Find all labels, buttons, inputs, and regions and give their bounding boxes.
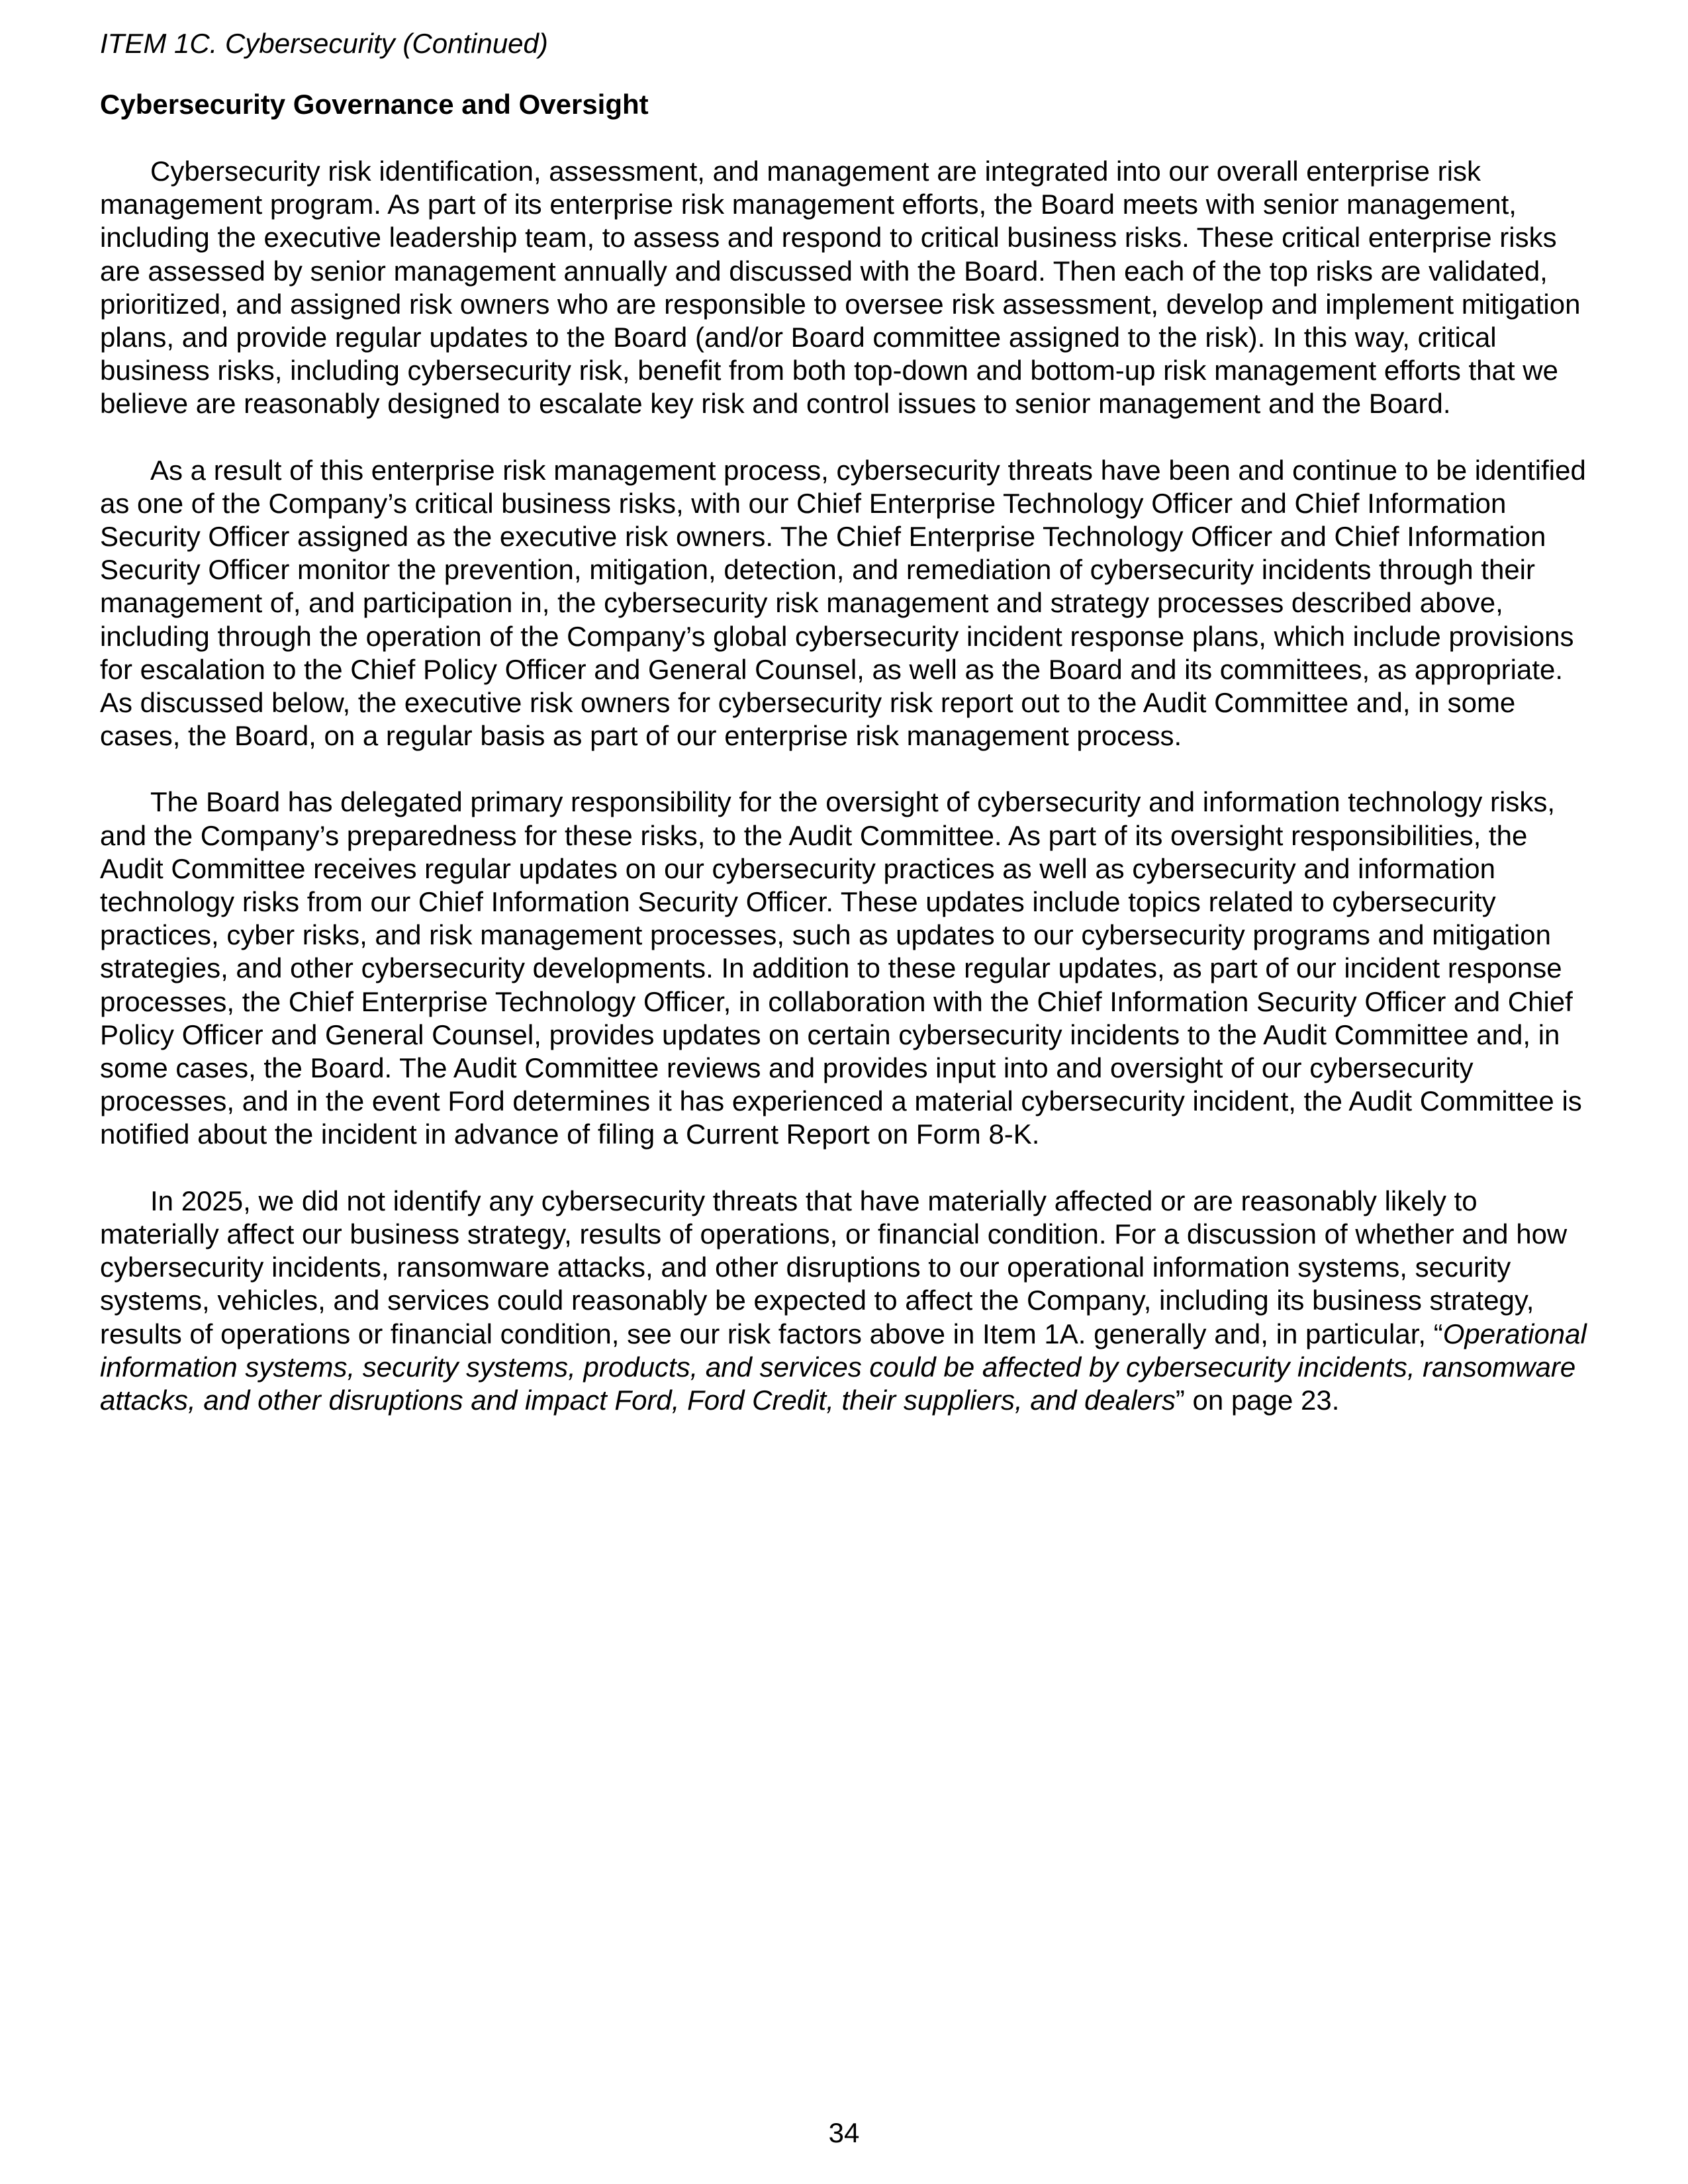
paragraph-audit-committee: The Board has delegated primary responsibility for the oversight of cybersecurity and information technology risks, and the Company’s preparedness for these risks, to the Audit Committee. As part of its oversight responsibilities, the Audit Committee receives regular updates on our cybersecurity practices as well as cybersecurity and information technology risks from our Chief Information Security Officer. These updates include topics related to cybersecurity practices, cyber risks, and risk management processes, such as updates to our cybersecurity programs and mitigation strategies, and other cybersecurity developments. In addition to these regular updates, as part of our incident response processes, the Chief Enterprise Technology Officer, in collaboration with the Chief Information Security Officer and Chief Policy Officer and General Counsel, provides updates on certain cybersecurity incidents to the Audit Committee and, in some cases, the Board. The Audit Committee reviews and provides input into and oversight of our cybersecurity processes, and in the event Ford determines it has experienced a material cybersecurity incident, the Audit Committee is notified about the incident in advance of filing a Current Report on Form 8-K. <box>100 786 1582 1150</box>
section-heading: Cybersecurity Governance and Oversight <box>100 89 649 120</box>
paragraph-lead-text: In 2025, we did not identify any cybersecurity threats that have materially affected or are reasonably likely to materially affect our business strategy, results of operations, or financial condition. For a discussion of whether and how cybersecurity incidents, ransomware attacks, and other disruptions to our operational information systems, security systems, vehicles, and services could reasonably be expected to affect the Company, including its business strategy, results of operations or financial condition, see our risk factors above in Item 1A. generally and, in particular, “ <box>100 1185 1568 1349</box>
paragraph-risk-owners: As a result of this enterprise risk management process, cybersecurity threats have been and continue to be identified as one of the Company’s critical business risks, with our Chief Enterprise Technology Officer and Chief Information Security Officer assigned as the executive risk owners. The Chief Enterprise Technology Officer and Chief Information Security Officer monitor the prevention, mitigation, detection, and remediation of cybersecurity incidents through their management of, and participation in, the cybersecurity risk management and strategy processes described above, including through the operation of the Company’s global cybersecurity incident response plans, which include provisions for escalation to the Chief Policy Officer and General Counsel, as well as the Board and its committees, as appropriate. As discussed below, the executive risk owners for cybersecurity risk report out to the Audit Committee and, in some cases, the Board, on a regular basis as part of our enterprise risk management process. <box>100 454 1586 752</box>
paragraph-risk-management: Cybersecurity risk identification, assessment, and management are integrated into our overall enterprise risk management program. As part of its enterprise risk management efforts, the Board meets with senior management, including the executive leadership team, to assess and respond to critical business risks. These critical enterprise risks are assessed by senior management annually and discussed with the Board. Then each of the top risks are validated, prioritized, and assigned risk owners who are responsible to oversee risk assessment, develop and implement mitigation plans, and provide regular updates to the Board (and/or Board committee assigned to the risk). In this way, critical business risks, including cybersecurity risk, benefit from both top-down and bottom-up risk management efforts that we believe are reasonably designed to escalate key risk and control issues to senior management and the Board. <box>100 156 1581 420</box>
section-header: ITEM 1C. Cybersecurity (Continued) <box>100 28 548 59</box>
paragraph-2025-threats <box>100 1185 1589 1417</box>
document-page <box>100 26 1589 1450</box>
risk-factor-title: Operational information systems, security systems, products, and services could be affected by cybersecurity incidents, ransomware attacks, and other disruptions and impact Ford, Ford Credit, their suppliers, and dealers <box>100 1318 1587 1416</box>
page-number: 34 <box>828 2117 860 2148</box>
paragraph-tail-text: ” on page 23. <box>1175 1384 1340 1416</box>
